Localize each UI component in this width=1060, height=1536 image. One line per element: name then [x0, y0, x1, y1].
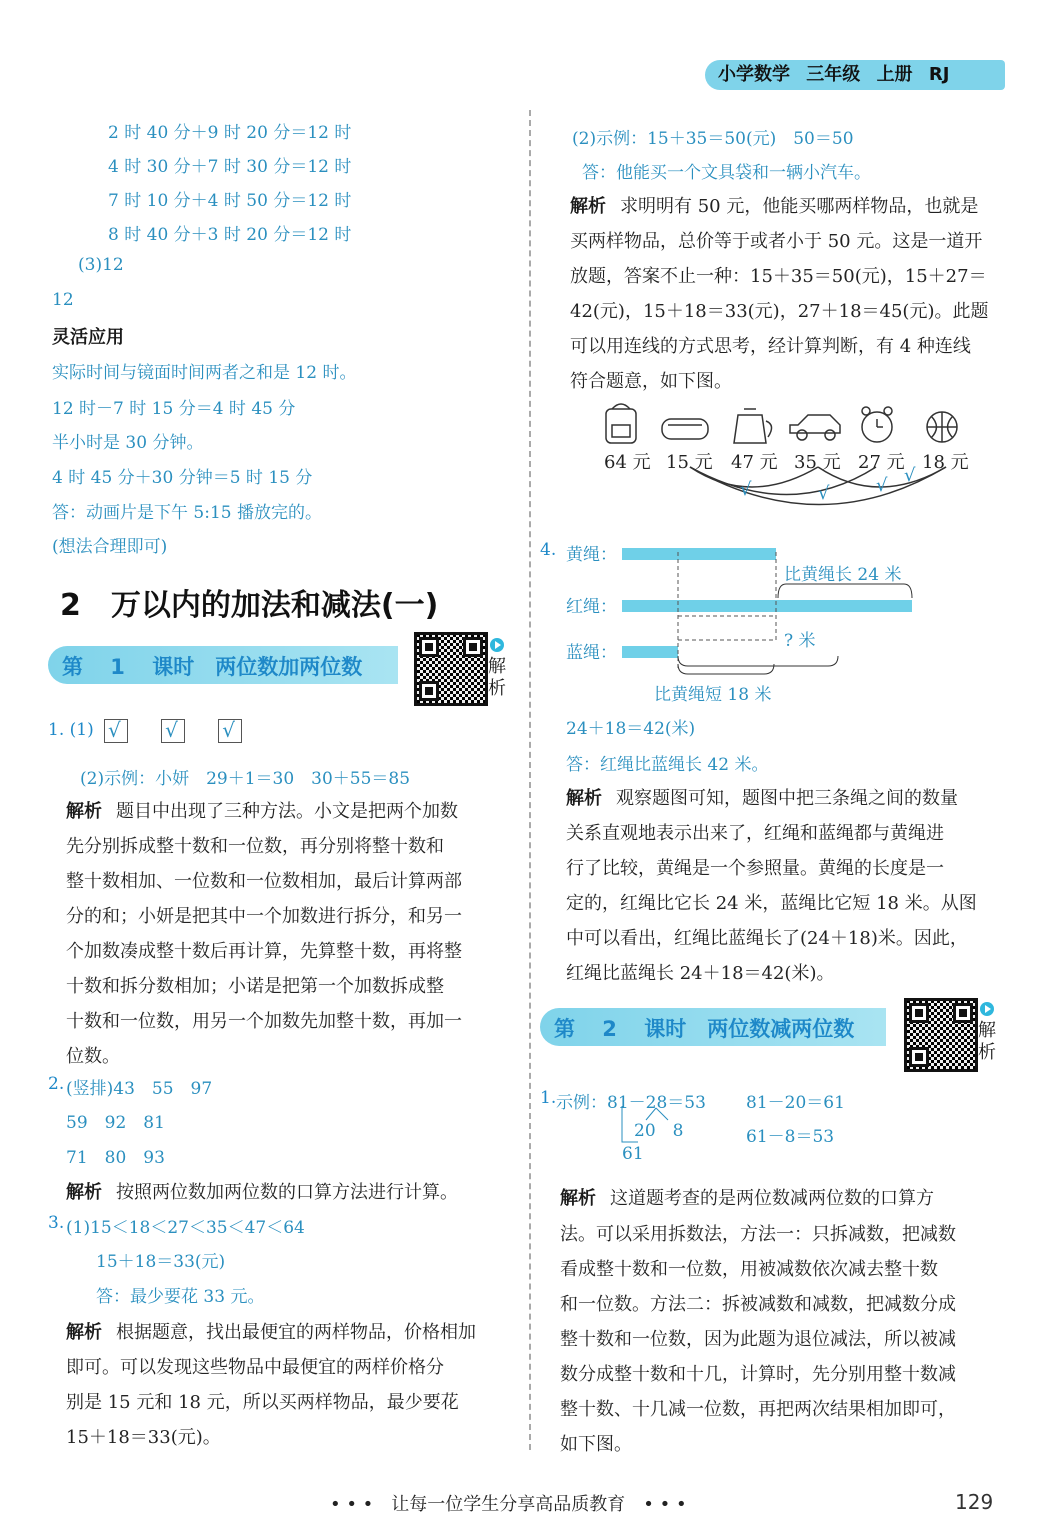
flex-line: (想法合理即可) [52, 537, 168, 557]
q3-2-analysis-line: 买两样物品，总价等于或者小于 50 元。这是一道开 [570, 231, 983, 252]
page-number: 129 [955, 1490, 994, 1514]
q1-analysis-line: 十数和拆分数相加；小诺是把第一个加数拆成整 [66, 976, 444, 997]
q3-2-analysis-line: 求明明有 50 元，他能买哪两样物品，也就是 [620, 196, 979, 217]
rope-longer-label: 比黄绳长 24 米 [784, 565, 902, 585]
l2q1-step1: 81－20＝61 [746, 1093, 845, 1113]
q3-analysis-line: 根据题意，找出最便宜的两样物品，价格相加 [116, 1322, 476, 1343]
l2-analysis-line: 和一位数。方法二：拆被减数和减数，把减数分成 [560, 1294, 956, 1315]
time-line: 8 时 40 分＋3 时 20 分＝12 时 [108, 225, 352, 245]
check-mark: √ [740, 479, 752, 500]
qr-label-char: 解 [488, 656, 506, 677]
qr-code-icon[interactable] [414, 632, 488, 706]
rope-unknown-label: ? 米 [784, 631, 816, 651]
q2-line: 71 80 93 [66, 1148, 165, 1168]
flex-line: 实际时间与镜面时间两者之和是 12 时。 [52, 363, 357, 383]
pencil-case-icon [662, 419, 708, 439]
q3-line: (1)15＜18＜27＜35＜47＜64 [66, 1218, 305, 1238]
backpack-icon [606, 404, 636, 443]
analysis-label: 解析 [570, 196, 606, 217]
red-rope [622, 600, 912, 612]
check-box [104, 719, 128, 743]
answer-3: (3)12 [78, 255, 124, 275]
q4-prefix: 4. [540, 540, 557, 560]
check-box [218, 719, 242, 743]
check-box [161, 719, 185, 743]
q1-analysis-line: 题目中出现了三种方法。小文是把两个加数 [116, 801, 458, 822]
answer-12: 12 [52, 290, 74, 310]
price-label: 64 元 [604, 452, 651, 473]
analysis-label: 解析 [66, 1182, 102, 1203]
q3-analysis-line: 即可。可以发现这些物品中最便宜的两样价格分 [66, 1357, 444, 1378]
time-line: 4 时 30 分＋7 时 30 分＝12 时 [108, 157, 352, 177]
q3-line: 答：最少要花 33 元。 [96, 1287, 265, 1307]
check-mark: √ [818, 483, 830, 504]
flex-line: 12 时－7 时 15 分＝4 时 45 分 [52, 399, 296, 419]
q1-2: (2)示例：小妍 29＋1＝30 30＋55＝85 [80, 769, 411, 789]
q3-2-analysis-line: 放题，答案不止一种：15＋35＝50(元)，15＋27＝ [570, 266, 987, 287]
q1-analysis-line: 十数和一位数，用另一个加数先加整十数，再加一 [66, 1011, 462, 1032]
price-label: 15 元 [666, 452, 713, 473]
check-mark: √ [165, 718, 178, 742]
q4-analysis-line: 红绳比蓝绳长 24＋18＝42(米)。 [566, 963, 835, 984]
l2-analysis-line: 如下图。 [560, 1434, 632, 1455]
qr-label-char: 析 [488, 678, 506, 699]
l2-analysis-line: 看成整十数和一位数，用被减数依次减去整十数 [560, 1259, 938, 1280]
time-line: 7 时 10 分＋4 时 50 分＝12 时 [108, 191, 352, 211]
l2-analysis-line: 这道题考查的是两位数减两位数的口算方 [610, 1188, 934, 1209]
check-mark: √ [222, 718, 235, 742]
l2q1-prefix: 1. [540, 1088, 557, 1108]
header-title [718, 60, 949, 86]
l2-analysis-line: 整十数、十几减一位数，再把两次结果相加即可， [560, 1399, 956, 1420]
q3-prefix: 3. [48, 1213, 65, 1233]
price-label: 35 元 [794, 452, 841, 473]
q3-analysis-line: 别是 15 元和 18 元，所以买两样物品，最少要花 [66, 1392, 459, 1413]
q1-analysis-line: 个加数凑成整十数后再计算，先算整十数，再将整 [66, 941, 462, 962]
ball-icon [927, 412, 957, 442]
qr-label-char: 解 [978, 1020, 996, 1041]
kettle-icon [734, 409, 772, 443]
play-icon [490, 638, 504, 652]
price-label: 27 元 [858, 452, 905, 473]
car-icon [790, 415, 840, 440]
qr-label [978, 1020, 998, 1064]
alarm-clock-icon [862, 407, 892, 442]
analysis-label: 解析 [566, 788, 602, 809]
q4-analysis-line: 观察题图可知，题图中把三条绳之间的数量 [616, 788, 958, 809]
rope-red-label: 红绳： [566, 597, 617, 617]
q4-analysis-line: 中可以看出，红绳比蓝绳长了(24＋18)米。因此， [566, 928, 968, 949]
flex-title: 灵活应用 [52, 327, 124, 348]
check-mark: √ [108, 718, 121, 742]
q1-analysis-line: 整十数相加、一位数和一位数相加，最后计算两部 [66, 871, 462, 892]
header-grade: 三年级 [806, 64, 861, 85]
q4-analysis-line: 关系直观地表示出来了，红绳和蓝绳都与黄绳进 [566, 823, 944, 844]
header-volume: 上册 [876, 64, 913, 85]
lesson-2-title: 第 2 课时 两位数减两位数 [554, 1017, 855, 1041]
q3-2-analysis-line: 可以用连线的方式思考，经计算判断，有 4 种连线 [570, 336, 971, 357]
header-subject: 小学数学 [718, 64, 790, 85]
q4-analysis-line: 行了比较，黄绳是一个参照量。黄绳的长度是一 [566, 858, 944, 879]
q1-analysis-line: 位数。 [66, 1046, 120, 1067]
rope-shorter-label: 比黄绳短 18 米 [654, 685, 772, 705]
check-mark: √ [904, 465, 916, 486]
l2-analysis-line: 整十数和一位数，因为此题为退位减法，所以被减 [560, 1329, 956, 1350]
l2q1-step2: 61－8＝53 [746, 1127, 835, 1147]
qr-label-char: 析 [978, 1042, 996, 1063]
play-icon [980, 1002, 994, 1016]
price-label: 18 元 [922, 452, 969, 473]
header-edition: RJ [928, 64, 950, 85]
analysis-label: 解析 [560, 1188, 596, 1209]
q3-2-answer: 答：他能买一个文具袋和一辆小汽车。 [582, 163, 871, 183]
footer-slogan: • • • 让每一位学生分享高品质教育 • • • [330, 1494, 687, 1515]
check-mark: √ [876, 475, 888, 496]
q2-prefix: 2. [48, 1074, 65, 1094]
flex-line: 4 时 45 分＋30 分钟＝5 时 15 分 [52, 468, 313, 488]
q4-analysis-line: 定的，红绳比它长 24 米，蓝绳比它短 18 米。从图 [566, 893, 977, 914]
rope-blue-label: 蓝绳： [566, 643, 617, 663]
rope-yellow-label: 黄绳： [566, 545, 617, 565]
q1-prefix: 1. (1) [48, 720, 94, 740]
qr-label [488, 656, 508, 700]
q4-calc: 24＋18＝42(米) [566, 719, 696, 739]
analysis-label: 解析 [66, 1322, 102, 1343]
analysis-label: 解析 [66, 801, 102, 822]
q2-line: 59 92 81 [66, 1113, 165, 1133]
lesson-1-title: 第 1 课时 两位数加两位数 [62, 655, 363, 679]
q3-2: (2)示例：15＋35＝50(元) 50＝50 [572, 129, 854, 149]
yellow-rope [622, 548, 776, 560]
column-divider [529, 110, 531, 1450]
time-line: 2 时 40 分＋9 时 20 分＝12 时 [108, 123, 352, 143]
qr-code-icon[interactable] [904, 998, 978, 1072]
l2-analysis-line: 法。可以采用拆数法，方法一：只拆减数，把减数 [560, 1224, 956, 1245]
q3-2-analysis-line: 符合题意，如下图。 [570, 371, 732, 392]
q4-answer: 答：红绳比蓝绳长 42 米。 [566, 755, 769, 775]
chapter-title: 2 万以内的加法和减法(一) [60, 588, 439, 623]
price-label: 47 元 [731, 452, 778, 473]
q3-analysis-line: 15＋18＝33(元)。 [66, 1427, 221, 1448]
q2-line: (竖排)43 55 97 [66, 1079, 213, 1099]
flex-line: 半小时是 30 分钟。 [52, 433, 204, 453]
q2-analysis: 按照两位数加两位数的口算方法进行计算。 [116, 1182, 458, 1203]
l2q1-61: 61 [622, 1144, 644, 1164]
l2-analysis-line: 数分成整十数和十几，计算时，先分别用整十数减 [560, 1364, 956, 1385]
q3-line: 15＋18＝33(元) [96, 1252, 226, 1272]
q1-analysis-line: 分的和；小妍是把其中一个加数进行拆分，和另一 [66, 906, 462, 927]
l2q1-example: 示例：81－28＝53 [556, 1093, 706, 1113]
blue-rope [622, 646, 678, 658]
q3-2-analysis-line: 42(元)，15＋18＝33(元)，27＋18＝45(元)。此题 [570, 301, 989, 322]
l2q1-split: 20 8 [634, 1121, 684, 1141]
q1-analysis-line: 先分别拆成整十数和一位数，再分别将整十数和 [66, 836, 444, 857]
flex-line: 答：动画片是下午 5:15 播放完的。 [52, 503, 322, 523]
check-boxes [104, 719, 270, 743]
